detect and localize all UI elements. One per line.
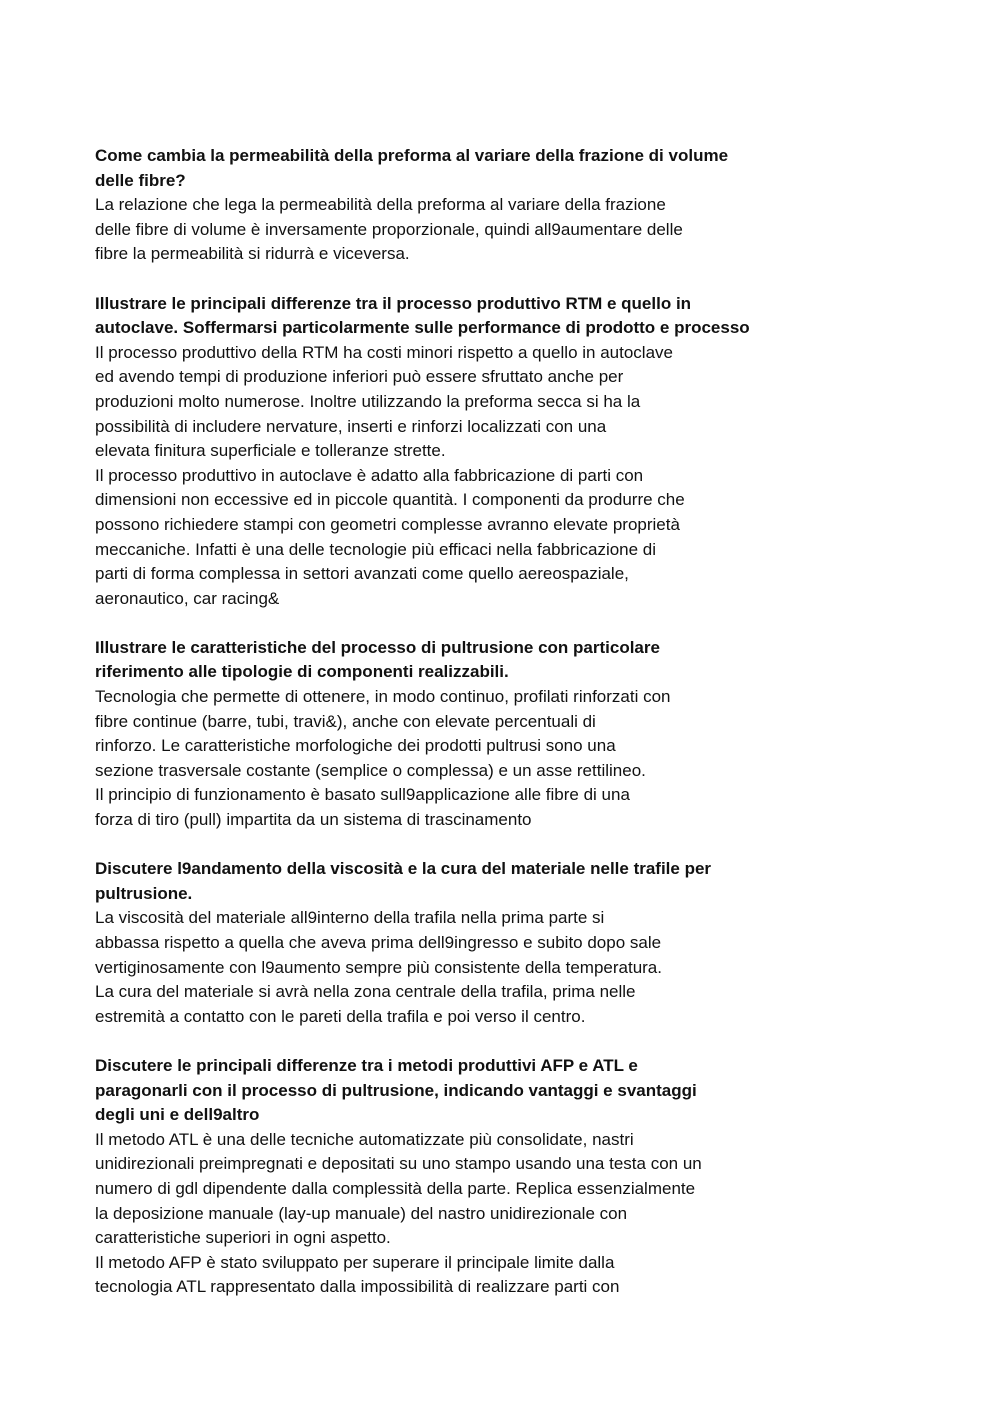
document-page [95, 144, 815, 1325]
question-line: paragonarli con il processo di pultrusione, indicando vantaggi e svantaggi [95, 1080, 697, 1100]
qa-section [95, 292, 815, 612]
question-heading [95, 292, 815, 341]
answer-line: fibre la permeabilità si ridurrà e viceversa. [95, 244, 410, 264]
answer-line: estremità a contatto con le pareti della trafila e poi verso il centro. [95, 1006, 586, 1026]
answer-line: aeronautico, car racing& [95, 588, 280, 608]
qa-section [95, 144, 815, 267]
answer-line: la deposizione manuale (lay-up manuale) del nastro unidirezionale con [95, 1203, 628, 1223]
answer-line: caratteristiche superiori in ogni aspetto. [95, 1228, 391, 1248]
answer-line: dimensioni non eccessive ed in piccole quantità. I componenti da produrre che [95, 490, 685, 510]
answer-line: sezione trasversale costante (semplice o complessa) e un asse rettilineo. [95, 760, 646, 780]
question-line: pultrusione. [95, 883, 193, 903]
question-line: autoclave. Soffermarsi particolarmente sulle performance di prodotto e processo [95, 318, 750, 338]
answer-paragraph [95, 685, 815, 833]
question-line: riferimento alle tipologie di componenti realizzabili. [95, 662, 509, 682]
answer-line: La cura del materiale si avrà nella zona centrale della trafila, prima nelle [95, 982, 636, 1002]
answer-line: possibilità di includere nervature, inserti e rinforzi localizzati con una [95, 416, 607, 436]
question-line: Illustrare le principali differenze tra il processo produttivo RTM e quello in [95, 293, 692, 313]
answer-line: abbassa rispetto a quella che aveva prima dell9ingresso e subito dopo sale [95, 933, 662, 952]
answer-line: parti di forma complessa in settori avanzati come quello aereospaziale, [95, 564, 629, 584]
answer-paragraph [95, 1128, 815, 1300]
question-heading [95, 636, 815, 685]
answer-line: La relazione che lega la permeabilità della preforma al variare della frazione [95, 195, 666, 215]
answer-paragraph [95, 906, 815, 1029]
answer-line: meccaniche. Infatti è una delle tecnologie più efficaci nella fabbricazione di [95, 539, 657, 559]
qa-section [95, 1054, 815, 1300]
answer-paragraph [95, 193, 815, 267]
answer-line: rinforzo. Le caratteristiche morfologiche dei prodotti pultrusi sono una [95, 736, 616, 756]
question-line: Illustrare le caratteristiche del processo di pultrusione con particolare [95, 637, 660, 657]
answer-line: La viscosità del materiale all9interno della trafila nella prima parte si [95, 908, 605, 928]
question-heading [95, 144, 815, 193]
answer-line: produzioni molto numerose. Inoltre utilizzando la preforma secca si ha la [95, 391, 641, 411]
answer-line: possono richiedere stampi con geometri complesse avranno elevate proprietà [95, 514, 680, 534]
question-heading [95, 857, 815, 906]
question-line: Discutere l9andamento della viscosità e la cura del materiale nelle trafile per [95, 859, 712, 879]
question-line: degli uni e dell9altro [95, 1105, 260, 1125]
question-line: delle fibre? [95, 170, 186, 190]
answer-line: tecnologia ATL rappresentato dalla impossibilità di realizzare parti con [95, 1277, 620, 1297]
answer-line: Tecnologia che permette di ottenere, in modo continuo, profilati rinforzati con [95, 687, 671, 707]
question-line: Discutere le principali differenze tra i metodi produttivi AFP e ATL e [95, 1055, 638, 1075]
answer-line: fibre continue (barre, tubi, travi&), anche con elevate percentuali di [95, 711, 596, 731]
answer-line: forza di tiro (pull) impartita da un sistema di trascinamento [95, 810, 532, 830]
answer-line: delle fibre di volume è inversamente proporzionale, quindi all9aumentare delle [95, 219, 683, 239]
answer-line: unidirezionali preimpregnati e depositati su uno stampo usando una testa con un [95, 1154, 702, 1174]
answer-line: Il processo produttivo in autoclave è adatto alla fabbricazione di parti con [95, 465, 644, 485]
answer-line: Il metodo AFP è stato sviluppato per superare il principale limite dalla [95, 1252, 615, 1272]
qa-section [95, 857, 815, 1029]
answer-paragraph [95, 341, 815, 612]
answer-line: Il metodo ATL è una delle tecniche automatizzate più consolidate, nastri [95, 1129, 634, 1149]
answer-line: vertiginosamente con l9aumento sempre più consistente della temperatura. [95, 957, 662, 977]
qa-section [95, 636, 815, 833]
answer-line: numero di gdl dipendente dalla complessità della parte. Replica essenzialmente [95, 1178, 696, 1198]
question-heading [95, 1054, 815, 1128]
answer-line: Il processo produttivo della RTM ha costi minori rispetto a quello in autoclave [95, 342, 673, 362]
answer-line: Il principio di funzionamento è basato sull9applicazione alle fibre di una [95, 785, 630, 805]
question-line: Come cambia la permeabilità della preforma al variare della frazione di volume [95, 146, 729, 165]
answer-line: ed avendo tempi di produzione inferiori può essere sfruttato anche per [95, 367, 624, 387]
answer-line: elevata finitura superficiale e tolleranze strette. [95, 441, 446, 461]
